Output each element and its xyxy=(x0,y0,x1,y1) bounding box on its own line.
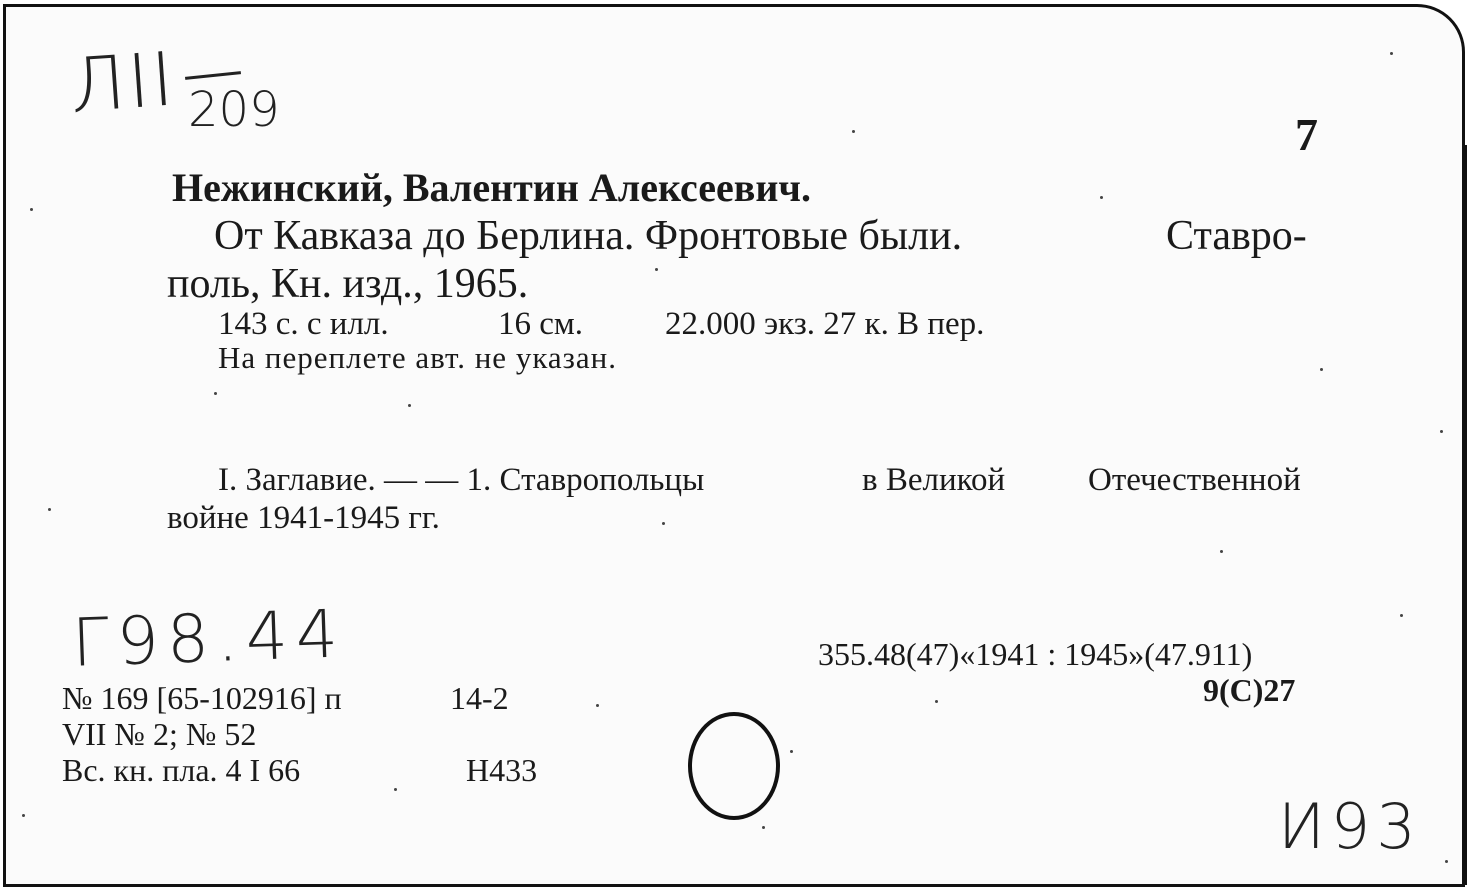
speck xyxy=(1220,550,1223,553)
speck xyxy=(935,700,938,703)
handwritten-bottom-code: И93 xyxy=(1278,790,1422,863)
speck xyxy=(22,814,25,817)
speck xyxy=(1390,52,1393,55)
card-edge-line xyxy=(1462,145,1467,885)
speck xyxy=(1320,368,1323,371)
speck xyxy=(214,392,217,395)
class-code: 9(С)27 xyxy=(1203,672,1296,708)
registry-line-3-right: Н433 xyxy=(466,752,538,788)
author-heading: Нежинский, Валентин Алексеевич. xyxy=(172,165,811,210)
registry-line-2: VII № 2; № 52 xyxy=(62,716,257,752)
physical-size: 16 см. xyxy=(498,306,584,342)
speck xyxy=(1440,430,1443,433)
subjects-line-2: войне 1941-1945 гг. xyxy=(167,500,440,536)
registry-line-3-left: Вс. кн. пла. 4 I 66 xyxy=(62,752,301,788)
speck xyxy=(408,404,411,407)
subjects-part-1: I. Заглавие. — — 1. Ставропольцы xyxy=(218,462,705,498)
speck xyxy=(394,788,397,791)
speck xyxy=(662,522,665,525)
physical-pages: 143 с. с илл. xyxy=(218,306,389,342)
title-line-1-end: Ставро- xyxy=(1166,213,1307,259)
speck xyxy=(852,130,855,133)
card-note: На переплете авт. не указан. xyxy=(218,340,618,375)
speck xyxy=(48,508,51,511)
subjects-part-3: Отечественной xyxy=(1088,462,1301,498)
speck xyxy=(655,268,658,271)
handwritten-shelf-prefix: ЛII xyxy=(67,36,179,130)
speck xyxy=(30,208,33,211)
handwritten-inventory: Г98.44 xyxy=(70,595,347,682)
classification-index: 355.48(47)«1941 : 1945»(47.911) xyxy=(818,636,1253,672)
card-number: 7 xyxy=(1295,109,1318,160)
speck xyxy=(596,704,599,707)
physical-copies-price: 22.000 экз. 27 к. В пер. xyxy=(665,306,985,342)
title-line-2: поль, Кн. изд., 1965. xyxy=(167,261,529,307)
speck xyxy=(1100,196,1103,199)
handwritten-shelf-number: 209 xyxy=(188,82,280,138)
speck xyxy=(762,826,765,829)
speck xyxy=(1445,860,1448,863)
title-line-1: От Кавказа до Берлина. Фронтовые были. xyxy=(214,213,963,259)
registry-line-1-code: 14-2 xyxy=(450,680,509,716)
speck xyxy=(790,750,793,753)
card-punch-hole xyxy=(688,712,780,820)
registry-line-1-number: № 169 [65-102916] п xyxy=(62,680,342,716)
subjects-part-2: в Великой xyxy=(862,462,1006,498)
speck xyxy=(1400,614,1403,617)
